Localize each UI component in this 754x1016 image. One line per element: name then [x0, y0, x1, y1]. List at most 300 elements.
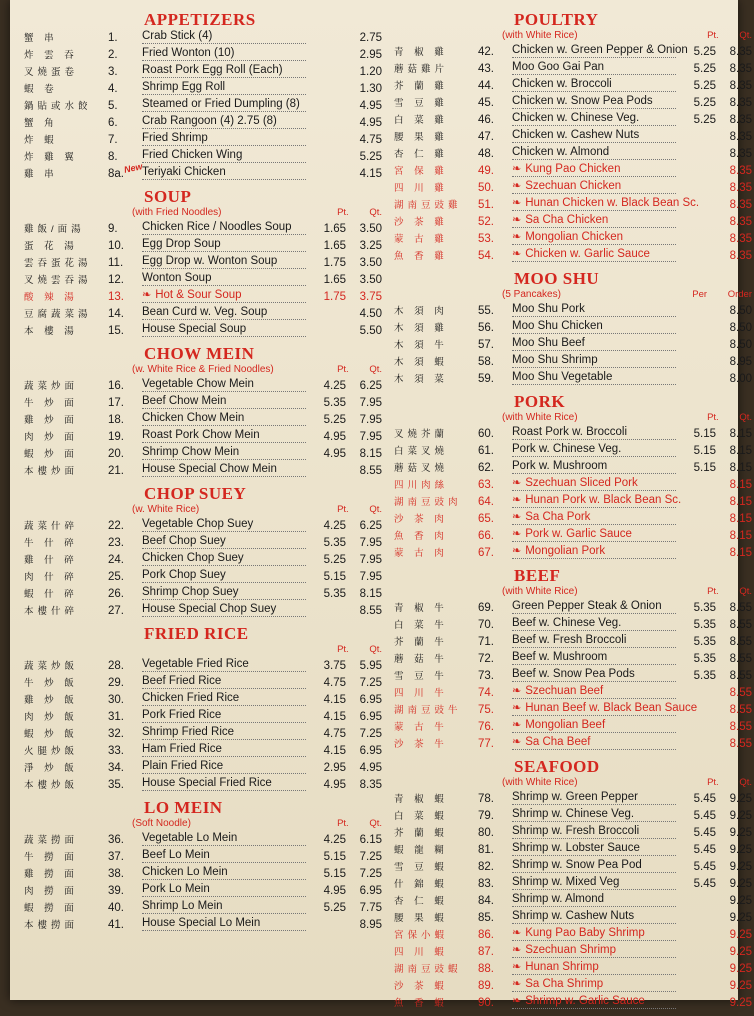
- item-price-pint: 5.15: [323, 868, 346, 880]
- item-name-leader: [512, 44, 688, 58]
- item-price-quart: 8.35: [729, 165, 752, 177]
- section-beef: [394, 566, 754, 753]
- item-name-leader: [512, 601, 676, 614]
- menu-item: [24, 849, 384, 866]
- item-name: Vegetable Lo Mein: [142, 832, 238, 844]
- item-number: 56.: [478, 322, 494, 334]
- item-name: Mongolian Pork: [525, 545, 606, 557]
- item-number: 82.: [478, 861, 494, 873]
- item-name-leader: [512, 669, 676, 682]
- pepper-icon: ❧: [512, 961, 522, 973]
- price-column-header: Pt. Qt.: [337, 364, 382, 375]
- item-name: Shrimp w. Almond: [512, 893, 605, 905]
- item-name-leader: [142, 82, 306, 95]
- item-name: Beef Chop Suey: [142, 535, 226, 547]
- item-name-leader: [142, 519, 306, 532]
- item-name: Szechuan Sliced Pork: [525, 477, 638, 489]
- item-price-quart: 8.55: [729, 687, 752, 699]
- item-chinese-name: 木 須 菜: [394, 374, 448, 385]
- item-price-quart: 8.15: [729, 547, 752, 559]
- item-name: Shrimp w. Garlic Sauce: [525, 995, 645, 1007]
- item-chinese-name: 沙 茶 蝦: [394, 981, 448, 992]
- section-subtitle: (5 Pancakes): [502, 289, 561, 300]
- item-name-leader: [142, 918, 306, 931]
- item-price-quart: 9.25: [729, 827, 752, 839]
- item-name-leader: [512, 635, 676, 648]
- item-name: Shrimp w. Fresh Broccoli: [512, 825, 640, 837]
- item-name: Roast Pork Chow Mein: [142, 429, 260, 441]
- item-price-quart: 8.15: [359, 448, 382, 460]
- section-subtitle: (Soft Noodle): [132, 818, 191, 829]
- menu-item: [24, 552, 384, 569]
- item-chinese-name: 蘑 菇 牛: [394, 654, 448, 665]
- item-number: 10.: [108, 240, 124, 252]
- item-price-quart: 3.50: [359, 223, 382, 235]
- item-price-quart: 9.25: [729, 997, 752, 1009]
- item-name: Pork w. Mushroom: [512, 460, 608, 472]
- item-name: Chicken w. Chinese Veg.: [512, 112, 640, 124]
- item-name: Vegetable Fried Rice: [142, 658, 249, 670]
- item-number: 22.: [108, 520, 124, 532]
- item-number: 14.: [108, 308, 124, 320]
- item-chinese-name: 本樓炒飯: [24, 780, 79, 791]
- menu-item: [394, 354, 754, 371]
- menu-item: [394, 44, 754, 61]
- item-name: Sa Cha Pork: [525, 511, 591, 523]
- price-column-header: Pt. Qt.: [707, 30, 752, 41]
- section-appetizers: [24, 10, 384, 183]
- item-name-leader: [142, 570, 306, 583]
- item-name-leader: [512, 338, 676, 351]
- item-number: 8a.: [108, 168, 124, 180]
- menu-item: [394, 685, 754, 702]
- item-chinese-name: 蝦 撈 面: [24, 903, 78, 914]
- item-name-leader: [512, 686, 676, 699]
- item-name: House Special Lo Mein: [142, 917, 261, 929]
- item-price-pint: 5.25: [323, 554, 346, 566]
- section-subtitle-row: [394, 586, 754, 600]
- item-name: Beef w. Chinese Veg.: [512, 617, 622, 629]
- item-price-quart: 9.25: [729, 844, 752, 856]
- item-name: Roast Pork w. Broccoli: [512, 426, 628, 438]
- item-name-leader: [512, 945, 676, 958]
- item-price-pint: 5.35: [693, 653, 716, 665]
- item-chinese-name: 本樓炒面: [24, 466, 79, 477]
- menu-item: [24, 238, 384, 255]
- item-price-quart: 2.75: [359, 32, 382, 44]
- item-number: 17.: [108, 397, 124, 409]
- item-price-pint: 5.45: [693, 844, 716, 856]
- item-number: 9.: [108, 223, 118, 235]
- item-chinese-name: 四川肉絲: [394, 480, 449, 491]
- item-chinese-name: 四 川 蝦: [394, 947, 448, 958]
- item-number: 33.: [108, 745, 124, 757]
- item-chinese-name: 牛 撈 面: [24, 852, 78, 863]
- item-name-leader: [142, 307, 306, 320]
- section-title: MOO SHU: [514, 269, 600, 288]
- item-name-leader: [142, 150, 306, 163]
- item-number: 7.: [108, 134, 118, 146]
- item-price-pint: 5.25: [323, 414, 346, 426]
- item-number: 88.: [478, 963, 494, 975]
- item-chinese-name: 肉 撈 面: [24, 886, 78, 897]
- item-name-leader: [512, 494, 682, 508]
- section-subtitle-row: [24, 818, 384, 832]
- section-subtitle: (with Fried Noodles): [132, 207, 222, 218]
- item-price-quart: 8.55: [729, 721, 752, 733]
- item-name-leader: [142, 167, 306, 180]
- item-number: 11.: [108, 257, 124, 269]
- section-subtitle-row: [24, 207, 384, 221]
- item-price-quart: 7.95: [359, 571, 382, 583]
- item-price-quart: 9.25: [729, 912, 752, 924]
- item-price-pint: 5.25: [693, 114, 716, 126]
- item-price-quart: 7.95: [359, 397, 382, 409]
- item-price-quart: 3.75: [359, 291, 382, 303]
- menu-item: [24, 255, 384, 272]
- item-number: 1.: [108, 32, 118, 44]
- item-name: Shrimp Chow Mein: [142, 446, 240, 458]
- menu-item: [394, 634, 754, 651]
- item-chinese-name: 牛 炒 面: [24, 398, 78, 409]
- item-name: Moo Shu Shrimp: [512, 354, 598, 366]
- menu-item: [24, 132, 384, 149]
- item-price-quart: 6.95: [359, 885, 382, 897]
- pepper-icon: ❧: [512, 197, 522, 209]
- item-name: Chicken Chow Mein: [142, 412, 245, 424]
- item-price-quart: 7.25: [359, 868, 382, 880]
- item-name: Wonton Soup: [142, 272, 212, 284]
- item-name: Shrimp w. Green Pepper: [512, 791, 638, 803]
- menu-item: [24, 221, 384, 238]
- item-name: Shrimp w. Chinese Veg.: [512, 808, 635, 820]
- item-price-pint: 2.95: [323, 762, 346, 774]
- item-price-quart: 3.25: [359, 240, 382, 252]
- item-number: 32.: [108, 728, 124, 740]
- item-chinese-name: 雞 撈 面: [24, 869, 78, 880]
- item-name-leader: [512, 321, 676, 334]
- item-name: Beef w. Fresh Broccoli: [512, 634, 627, 646]
- item-chinese-name: 白菜叉燒: [394, 446, 449, 457]
- item-name: Kung Pao Chicken: [525, 163, 621, 175]
- menu-item: [24, 378, 384, 395]
- item-price-quart: 4.95: [359, 762, 382, 774]
- item-price-quart: 3.50: [359, 274, 382, 286]
- item-price-pint: 5.45: [693, 810, 716, 822]
- item-number: 35.: [108, 779, 124, 791]
- item-price-quart: 9.25: [729, 793, 752, 805]
- item-name-leader: [142, 604, 306, 617]
- item-name-leader: [512, 249, 676, 262]
- item-number: 30.: [108, 694, 124, 706]
- section-subtitle-row: [24, 644, 384, 658]
- item-name: Hunan Beef w. Black Bean Sauce: [525, 702, 698, 714]
- item-price-pint: 5.45: [693, 827, 716, 839]
- menu-item: [394, 668, 754, 685]
- menu-item: [24, 675, 384, 692]
- item-price-quart: 6.95: [359, 745, 382, 757]
- item-name-leader: [142, 553, 306, 566]
- item-number: 28.: [108, 660, 124, 672]
- item-chinese-name: 叉燒雲吞湯: [24, 275, 92, 286]
- menu-item: [24, 866, 384, 883]
- item-chinese-name: 四 川 牛: [394, 688, 448, 699]
- item-price-quart: 5.50: [359, 325, 382, 337]
- price-column-header: Pt. Qt.: [707, 777, 752, 788]
- item-number: 3.: [108, 66, 118, 78]
- item-price-quart: 6.95: [359, 694, 382, 706]
- section-subtitle-row: [394, 777, 754, 791]
- item-number: 47.: [478, 131, 494, 143]
- item-price-quart: 8.15: [729, 462, 752, 474]
- item-name-leader: [142, 290, 306, 303]
- item-chinese-name: 宮保小蝦: [394, 930, 449, 941]
- menu-item: [24, 760, 384, 777]
- item-name: Moo Shu Pork: [512, 303, 585, 315]
- menu-item: [394, 337, 754, 354]
- item-number: 37.: [108, 851, 124, 863]
- item-price-quart: 8.15: [729, 496, 752, 508]
- item-name: Teriyaki Chicken: [142, 166, 226, 178]
- item-name-leader: [512, 843, 676, 856]
- item-name-leader: [512, 996, 676, 1009]
- item-chinese-name: 沙 茶 雞: [394, 217, 448, 228]
- menu-item: [24, 726, 384, 743]
- item-name: Mongolian Beef: [525, 719, 606, 731]
- item-price-quart: 9.25: [729, 980, 752, 992]
- item-chinese-name: 蔬菜撈面: [24, 835, 79, 846]
- item-price-quart: 8.35: [729, 216, 752, 228]
- item-name: Egg Drop w. Wonton Soup: [142, 255, 278, 267]
- item-name: Moo Shu Chicken: [512, 320, 603, 332]
- item-price-quart: 4.50: [359, 308, 382, 320]
- item-name-leader: [512, 197, 700, 211]
- item-chinese-name: 什 錦 蝦: [394, 879, 448, 890]
- item-name: Shrimp Egg Roll: [142, 81, 226, 93]
- item-name: Sa Cha Chicken: [525, 214, 609, 226]
- item-number: 23.: [108, 537, 124, 549]
- item-chinese-name: 湖南豆豉蝦: [394, 964, 462, 975]
- item-name-leader: [512, 79, 676, 92]
- menu-item: [394, 808, 754, 825]
- item-name: Hunan Shrimp: [525, 961, 599, 973]
- item-name-leader: [142, 273, 306, 286]
- menu-item: [394, 371, 754, 388]
- item-number: 73.: [478, 670, 494, 682]
- item-price-quart: 9.25: [729, 878, 752, 890]
- item-name-leader: [512, 702, 698, 716]
- pepper-icon: ❧: [512, 494, 522, 506]
- item-name-leader: [142, 744, 306, 757]
- menu-item: [394, 859, 754, 876]
- item-chinese-name: 蝦 炒 飯: [24, 729, 78, 740]
- item-name: Crab Rangoon (4) 2.75 (8): [142, 115, 277, 127]
- item-name: Szechuan Shrimp: [525, 944, 616, 956]
- item-chinese-name: 蛋 花 湯: [24, 241, 78, 252]
- item-name: Beef w. Snow Pea Pods: [512, 668, 635, 680]
- pepper-icon: ❧: [512, 511, 522, 523]
- menu-item: [24, 777, 384, 794]
- menu-item: [394, 231, 754, 248]
- item-name: Chicken Lo Mein: [142, 866, 228, 878]
- item-price-pint: 4.95: [323, 448, 346, 460]
- item-name: Shrimp w. Mixed Veg: [512, 876, 620, 888]
- item-price-pint: 4.75: [323, 728, 346, 740]
- pepper-icon: ❧: [512, 702, 522, 714]
- item-chinese-name: 雞 串: [24, 169, 58, 180]
- item-number: 48.: [478, 148, 494, 160]
- menu-item: [394, 303, 754, 320]
- item-name-leader: [512, 826, 676, 839]
- item-number: 87.: [478, 946, 494, 958]
- item-price-pint: 5.25: [693, 97, 716, 109]
- item-number: 45.: [478, 97, 494, 109]
- item-name: Fried Chicken Wing: [142, 149, 243, 161]
- new-badge: New: [123, 161, 144, 175]
- pepper-icon: ❧: [512, 248, 522, 260]
- left-column: [24, 10, 384, 938]
- menu-item: [24, 832, 384, 849]
- menu-item: [394, 791, 754, 808]
- item-name-leader: [512, 215, 676, 228]
- price-column-header: Per Order: [692, 289, 752, 300]
- item-chinese-name: 白 菜 雞: [394, 115, 448, 126]
- menu-item: [394, 842, 754, 859]
- item-chinese-name: 蟹 角: [24, 118, 58, 129]
- item-name: Crab Stick (4): [142, 30, 213, 42]
- section-title: CHOW MEIN: [144, 344, 255, 363]
- item-price-quart: 1.20: [359, 66, 382, 78]
- item-name-leader: [512, 809, 676, 822]
- item-price-quart: 6.95: [359, 711, 382, 723]
- item-name-leader: [142, 222, 306, 235]
- section-soup: [24, 187, 384, 340]
- item-chinese-name: 魚 香 肉: [394, 531, 448, 542]
- item-price-quart: 1.30: [359, 83, 382, 95]
- menu-item: [394, 146, 754, 163]
- item-name-leader: [142, 867, 306, 880]
- item-price-quart: 4.95: [359, 117, 382, 129]
- item-price-quart: 7.75: [359, 902, 382, 914]
- item-name: Vegetable Chop Suey: [142, 518, 254, 530]
- item-price-quart: 8.35: [729, 233, 752, 245]
- item-price-quart: 8.35: [729, 250, 752, 262]
- item-chinese-name: 木 須 肉: [394, 306, 448, 317]
- item-name: Plain Fried Rice: [142, 760, 224, 772]
- item-price-pint: 4.15: [323, 694, 346, 706]
- item-price-quart: 9.25: [729, 861, 752, 873]
- item-price-pint: 5.45: [693, 878, 716, 890]
- item-name-leader: [142, 693, 306, 706]
- item-number: 89.: [478, 980, 494, 992]
- item-number: 18.: [108, 414, 124, 426]
- item-name-leader: [512, 372, 676, 385]
- item-name: Chicken w. Cashew Nuts: [512, 129, 640, 141]
- item-price-quart: 6.15: [359, 834, 382, 846]
- item-price-pint: 5.25: [693, 80, 716, 92]
- item-price-pint: 4.25: [323, 834, 346, 846]
- pepper-icon: ❧: [512, 736, 522, 748]
- item-name: Chicken w. Snow Pea Pods: [512, 95, 653, 107]
- item-chinese-name: 木 須 牛: [394, 340, 448, 351]
- item-price-quart: 8.55: [729, 738, 752, 750]
- item-price-pint: 3.75: [323, 660, 346, 672]
- right-column: [394, 10, 754, 1016]
- item-number: 46.: [478, 114, 494, 126]
- item-price-quart: 8.35: [729, 63, 752, 75]
- item-number: 66.: [478, 530, 494, 542]
- pepper-icon: ❧: [512, 685, 522, 697]
- item-name: Shrimp Lo Mein: [142, 900, 223, 912]
- item-number: 16.: [108, 380, 124, 392]
- item-price-quart: 8.35: [729, 80, 752, 92]
- item-price-quart: 8.35: [729, 131, 752, 143]
- item-chinese-name: 肉 什 碎: [24, 572, 78, 583]
- item-name-leader: [512, 962, 676, 975]
- menu-item: [24, 900, 384, 917]
- item-price-pint: 4.95: [323, 885, 346, 897]
- item-number: 58.: [478, 356, 494, 368]
- menu-item: [24, 412, 384, 429]
- menu-item: [24, 883, 384, 900]
- item-name-leader: [512, 911, 676, 924]
- item-name: Moo Shu Vegetable: [512, 371, 613, 383]
- item-name-leader: [512, 304, 676, 317]
- item-name: Moo Shu Beef: [512, 337, 585, 349]
- item-price-quart: 3.50: [359, 257, 382, 269]
- item-price-quart: 9.25: [729, 810, 752, 822]
- item-number: 55.: [478, 305, 494, 317]
- item-name: Kung Pao Baby Shrimp: [525, 927, 645, 939]
- item-price-pint: 5.15: [693, 462, 716, 474]
- item-number: 62.: [478, 462, 494, 474]
- section-title: LO MEIN: [144, 798, 223, 817]
- menu-sheet: [10, 0, 752, 1009]
- menu-item: [394, 320, 754, 337]
- menu-item: [24, 569, 384, 586]
- item-chinese-name: 青 椒 蝦: [394, 794, 448, 805]
- item-number: 70.: [478, 619, 494, 631]
- item-price-pint: 5.45: [693, 861, 716, 873]
- menu-item: [394, 180, 754, 197]
- item-name-leader: [512, 737, 676, 750]
- section-title: FRIED RICE: [144, 624, 249, 643]
- menu-item: [394, 61, 754, 78]
- menu-item: [394, 651, 754, 668]
- menu-item: [24, 98, 384, 115]
- item-number: 25.: [108, 571, 124, 583]
- menu-item: [394, 995, 754, 1012]
- item-number: 26.: [108, 588, 124, 600]
- section-title: PORK: [514, 392, 566, 411]
- item-chinese-name: 蒙 古 雞: [394, 234, 448, 245]
- item-price-quart: 2.95: [359, 49, 382, 61]
- item-name-leader: [512, 792, 676, 805]
- item-name: Shrimp Chop Suey: [142, 586, 239, 598]
- menu-item: [24, 149, 384, 166]
- menu-item: [394, 214, 754, 231]
- item-name: Egg Drop Soup: [142, 238, 221, 250]
- item-chinese-name: 本樓什碎: [24, 606, 79, 617]
- item-name-leader: [142, 761, 306, 774]
- item-number: 53.: [478, 233, 494, 245]
- menu-item: [394, 825, 754, 842]
- item-name-leader: [512, 62, 676, 75]
- item-chinese-name: 肉 炒 飯: [24, 712, 78, 723]
- item-name: Beef Lo Mein: [142, 849, 210, 861]
- item-number: 41.: [108, 919, 124, 931]
- item-price-pint: 5.35: [693, 636, 716, 648]
